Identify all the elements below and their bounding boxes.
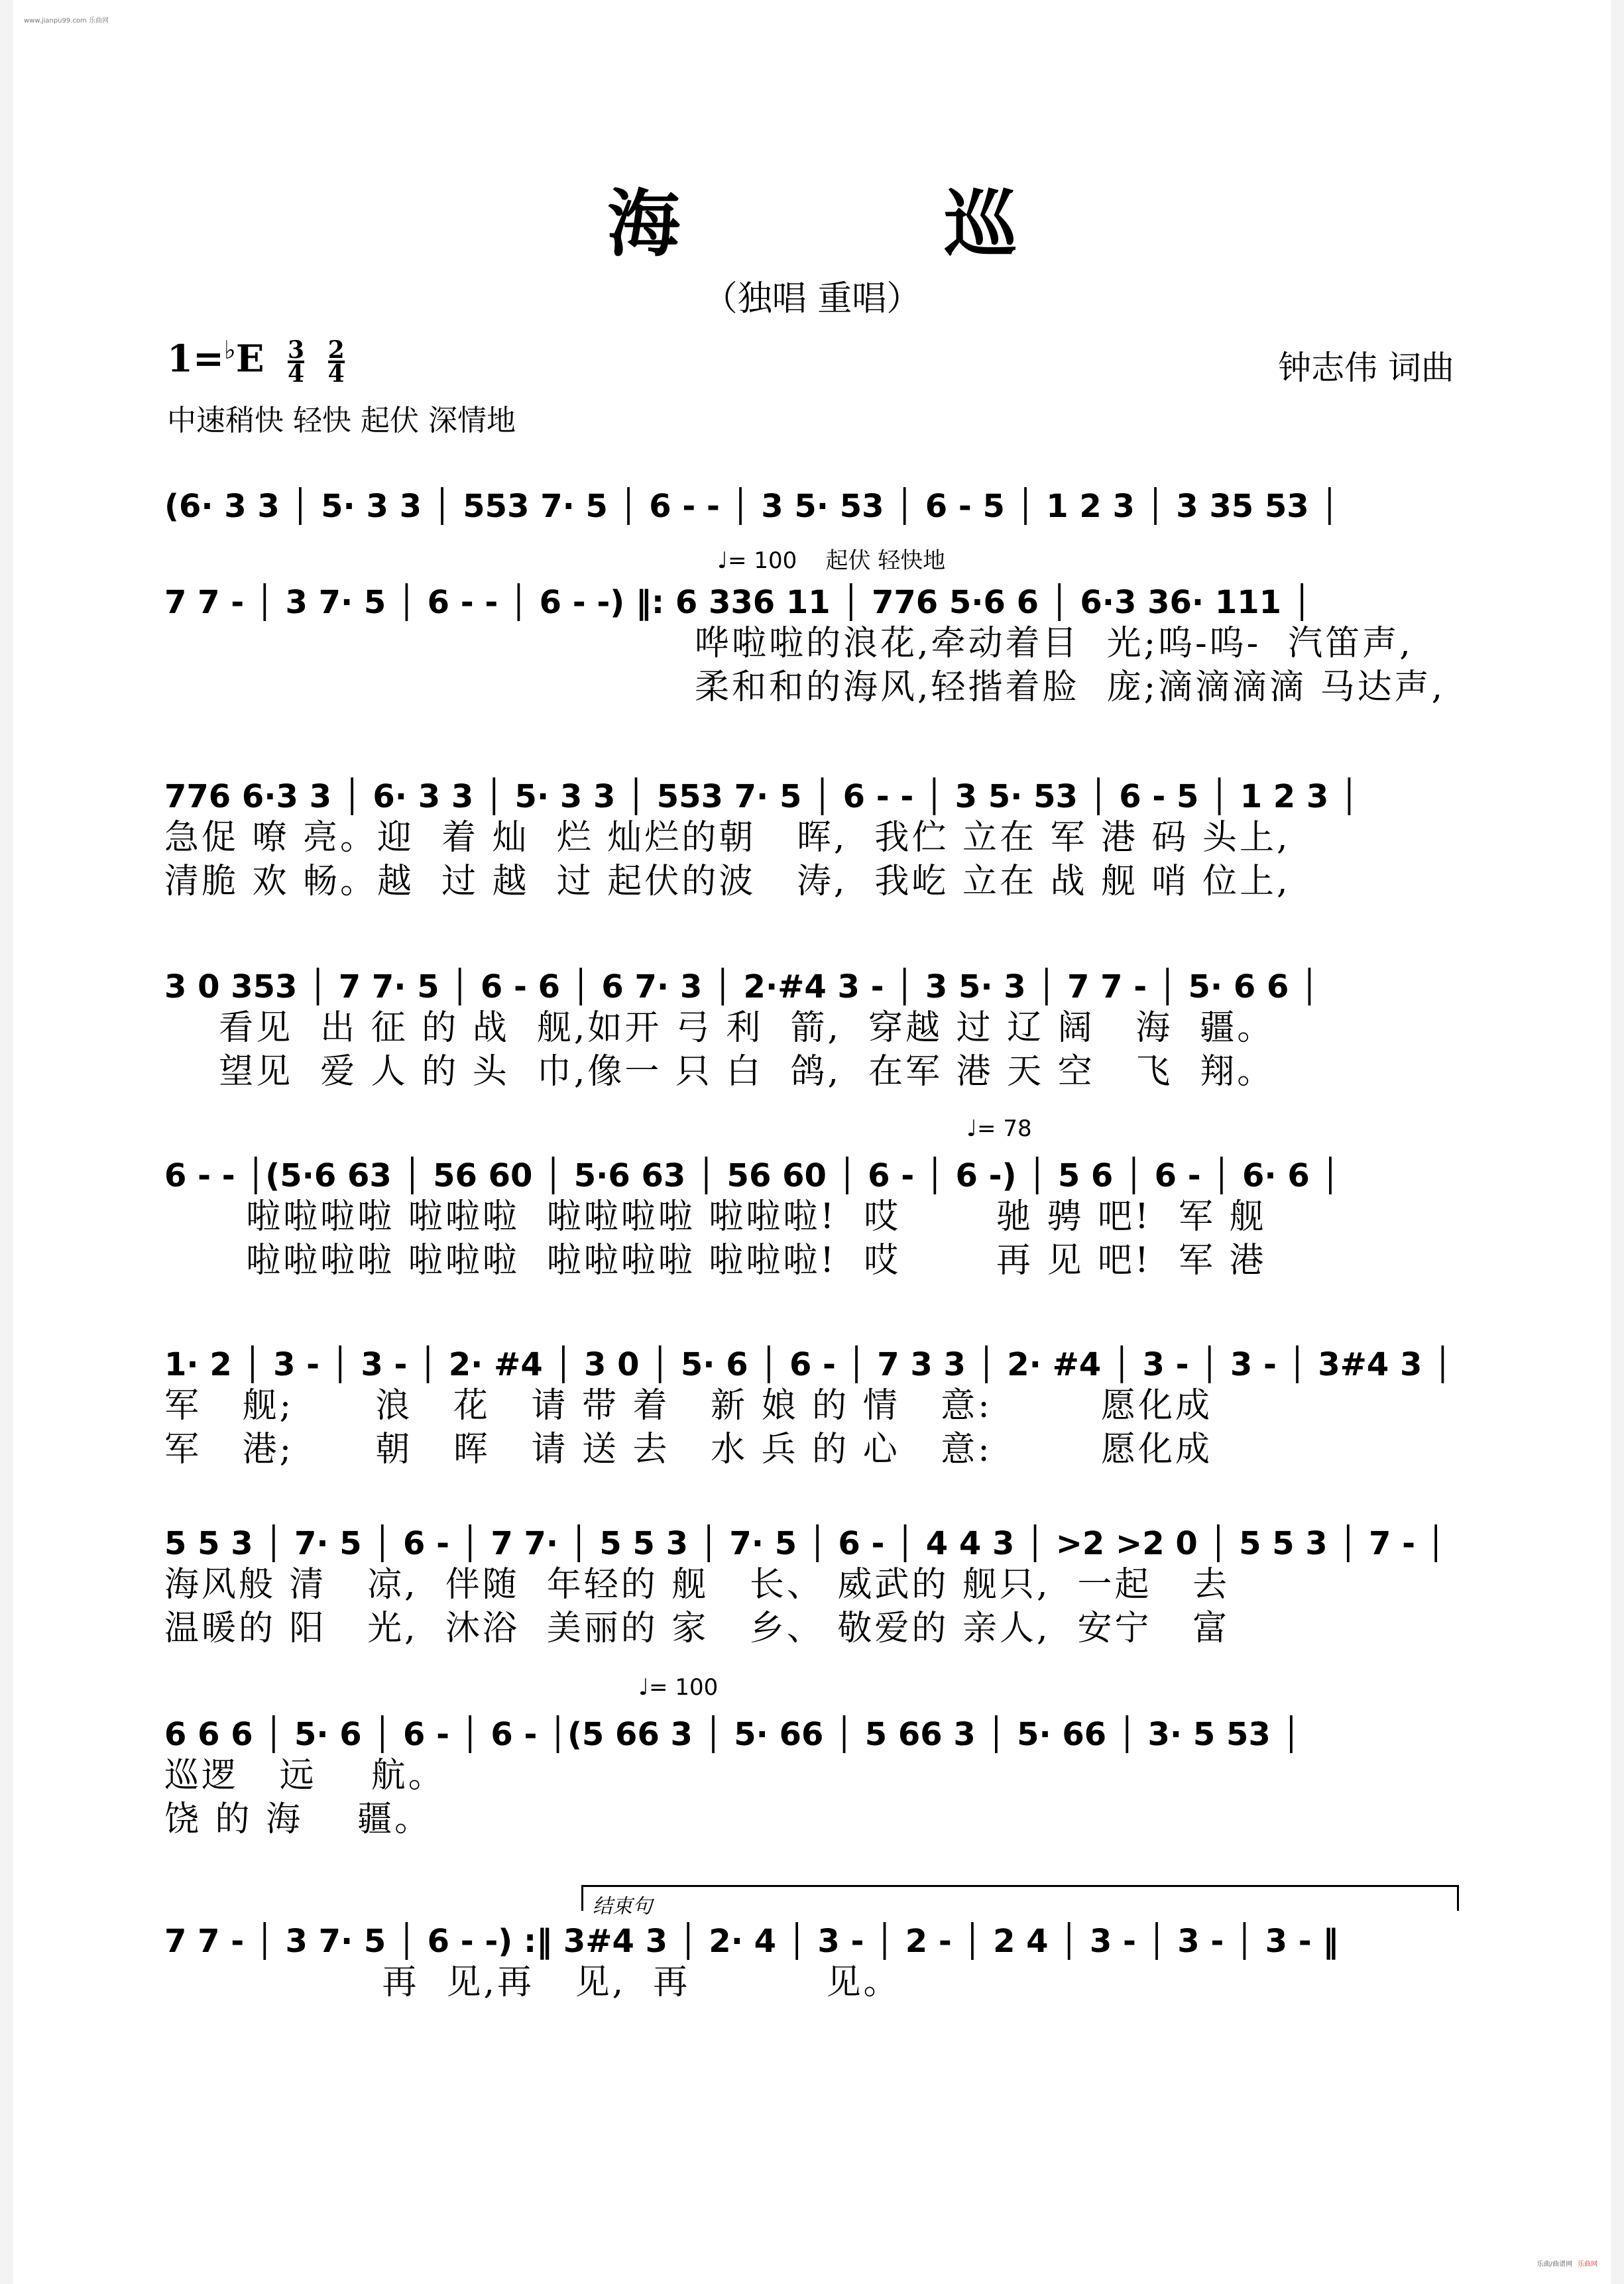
stave-line-1 xyxy=(164,487,1460,526)
tempo-mark-78: ♩= 78 xyxy=(966,1115,1032,1142)
notation-line: 7 7 - │ 3 7· 5 │ 6 - -) :‖ 3#4 3 │ 2· 4 │ 3 - │ 2 - │ 2 4 │ 3 - │ 3 - │ 3 - ‖ xyxy=(164,1923,1339,1960)
lyric-verse-2: 望见 爱 人 的 头 巾,像一 只 白 鸽, 在军 港 天 空 飞 翔。 xyxy=(164,1052,1275,1092)
lyric-verse-1: 巡逻 远 航。 xyxy=(164,1756,445,1796)
left-margin-strip xyxy=(0,0,13,2284)
notation-line: 1· 2 │ 3 - │ 3 - │ 2· #4 │ 3 0 │ 5· 6 │ 6 - │ 7 3 3 │ 2· #4 │ 3 - │ 3 - │ 3#4 3 │ xyxy=(164,1346,1452,1383)
notation-line: 3 0 353 │ 7 7· 5 │ 6 - 6 │ 6 7· 3 │ 2·#4 3 - │ 3 5· 3 │ 7 7 - │ 5· 6 6 │ xyxy=(164,968,1319,1005)
notation-line: 6 6 6 │ 5· 6 │ 6 - │ 6 - │(5 66 3 │ 5· 66 │ 5 66 3 │ 5· 66 │ 3· 5 53 │ xyxy=(164,1716,1301,1753)
ending-bracket xyxy=(581,1885,1459,1918)
notation-line: 7 7 - │ 3 7· 5 │ 6 - - │ 6 - -) ‖: 6 336 11 │ 776 5·6 6 │ 6·3 36· 111 │ xyxy=(164,584,1312,621)
key-note: E xyxy=(235,337,264,381)
lyric-verse-2: 饶 的 海 疆。 xyxy=(164,1799,432,1839)
lyric-verse-1: 看见 出 征 的 战 舰,如开 弓 利 箭, 穿越 过 辽 阔 海 疆。 xyxy=(164,1008,1275,1048)
time-signature-2-4: $\frac{2}{4}$ xyxy=(327,335,345,388)
site-mark: www.jianpu99.com 乐曲网 xyxy=(24,17,109,25)
key-prefix: 1= xyxy=(167,337,224,381)
key-signature xyxy=(167,335,345,388)
lyric-verse-1: 急促 嘹 亮。迎 着 灿 烂 灿烂的朝 晖, 我伫 立在 军 港 码 头上, xyxy=(164,818,1291,858)
footer-watermark: 乐曲网 xyxy=(1578,2261,1597,2268)
lyric-verse-2: 温暖的 阳 光, 沐浴 美丽的 家 乡、 敬爱的 亲人, 安宁 富 xyxy=(164,1609,1230,1648)
lyric-verse-2: 啦啦啦啦 啦啦啦 啦啦啦啦 啦啦啦! 哎 再 见 吧! 军 港 xyxy=(164,1241,1267,1281)
lyric-verse-1: 哗啦啦的浪花,牵动着目 光;呜-呜- 汽笛声, xyxy=(695,624,1413,663)
tempo-mark-100-a: ♩= 100 起伏 轻快地 xyxy=(717,547,946,574)
tempo-mark-100-b: ♩= 100 xyxy=(638,1674,719,1701)
lyric-verse-1: 啦啦啦啦 啦啦啦 啦啦啦啦 啦啦啦! 哎 驰 骋 吧! 军 舰 xyxy=(164,1197,1267,1237)
song-subtitle: （独唱 重唱） xyxy=(703,279,921,319)
lyric-ending: 再 见,再 见, 再 见。 xyxy=(164,1963,901,2002)
stave-line-5 xyxy=(164,1157,1460,1283)
lyric-verse-2: 柔和和的海风,轻揩着脸 庞;滴滴滴滴 马达声, xyxy=(695,667,1446,707)
notation-line: 5 5 3 │ 7· 5 │ 6 - │ 7 7· │ 5 5 3 │ 7· 5 │ 6 - │ 4 4 3 │ >2 >2 0 │ 5 5 3 │ 7 - │ xyxy=(164,1525,1446,1562)
notation-line: 6 - - │(5·6 63 │ 56 60 │ 5·6 63 │ 56 60 │ 6 - │ 6 -) │ 5 6 │ 6 - │ 6· 6 │ xyxy=(164,1157,1340,1194)
footer-mark xyxy=(1537,2258,1597,2268)
stave-line-7 xyxy=(164,1524,1460,1650)
ending-label: 结束句 xyxy=(593,1895,652,1918)
lyric-verse-2: 清脆 欢 畅。越 过 越 过 起伏的波 涛, 我屹 立在 战 舰 哨 位上, xyxy=(164,862,1291,901)
composer-credit: 钟志伟 词曲 xyxy=(1278,349,1454,387)
notation-line: 776 6·3 3 │ 6· 3 3 │ 5· 3 3 │ 553 7· 5 │ 6 - - │ 3 5· 53 │ 6 - 5 │ 1 2 3 │ xyxy=(164,778,1359,815)
right-margin-strip xyxy=(1611,0,1624,2284)
stave-line-2 xyxy=(164,583,1460,709)
flat-sign: ♭ xyxy=(223,335,236,365)
footer-site: 乐曲/曲谱网 xyxy=(1537,2261,1572,2268)
notation-line: (6· 3 3 │ 5· 3 3 │ 553 7· 5 │ 6 - - │ 3 5· 53 │ 6 - 5 │ 1 2 3 │ 3 35 53 │ xyxy=(164,488,1340,525)
stave-line-9 xyxy=(164,1922,1460,2004)
stave-line-4 xyxy=(164,968,1460,1094)
stave-line-3 xyxy=(164,777,1460,903)
stave-line-6 xyxy=(164,1345,1460,1471)
tempo-description: 中速稍快 轻快 起伏 深情地 xyxy=(167,404,516,437)
lyric-verse-1: 军 舰; 浪 花 请 带 着 新 娘 的 情 意: 愿化成 xyxy=(164,1386,1213,1426)
lyric-verse-1: 海风般 清 凉, 伴随 年轻的 舰 长、 威武的 舰只, 一起 去 xyxy=(164,1565,1230,1605)
song-title: 海 巡 xyxy=(607,181,1137,266)
stave-line-8 xyxy=(164,1715,1460,1841)
time-signature-3-4: $\frac{3}{4}$ xyxy=(288,335,305,388)
lyric-verse-2: 军 港; 朝 晖 请 送 去 水 兵 的 心 意: 愿化成 xyxy=(164,1430,1213,1469)
